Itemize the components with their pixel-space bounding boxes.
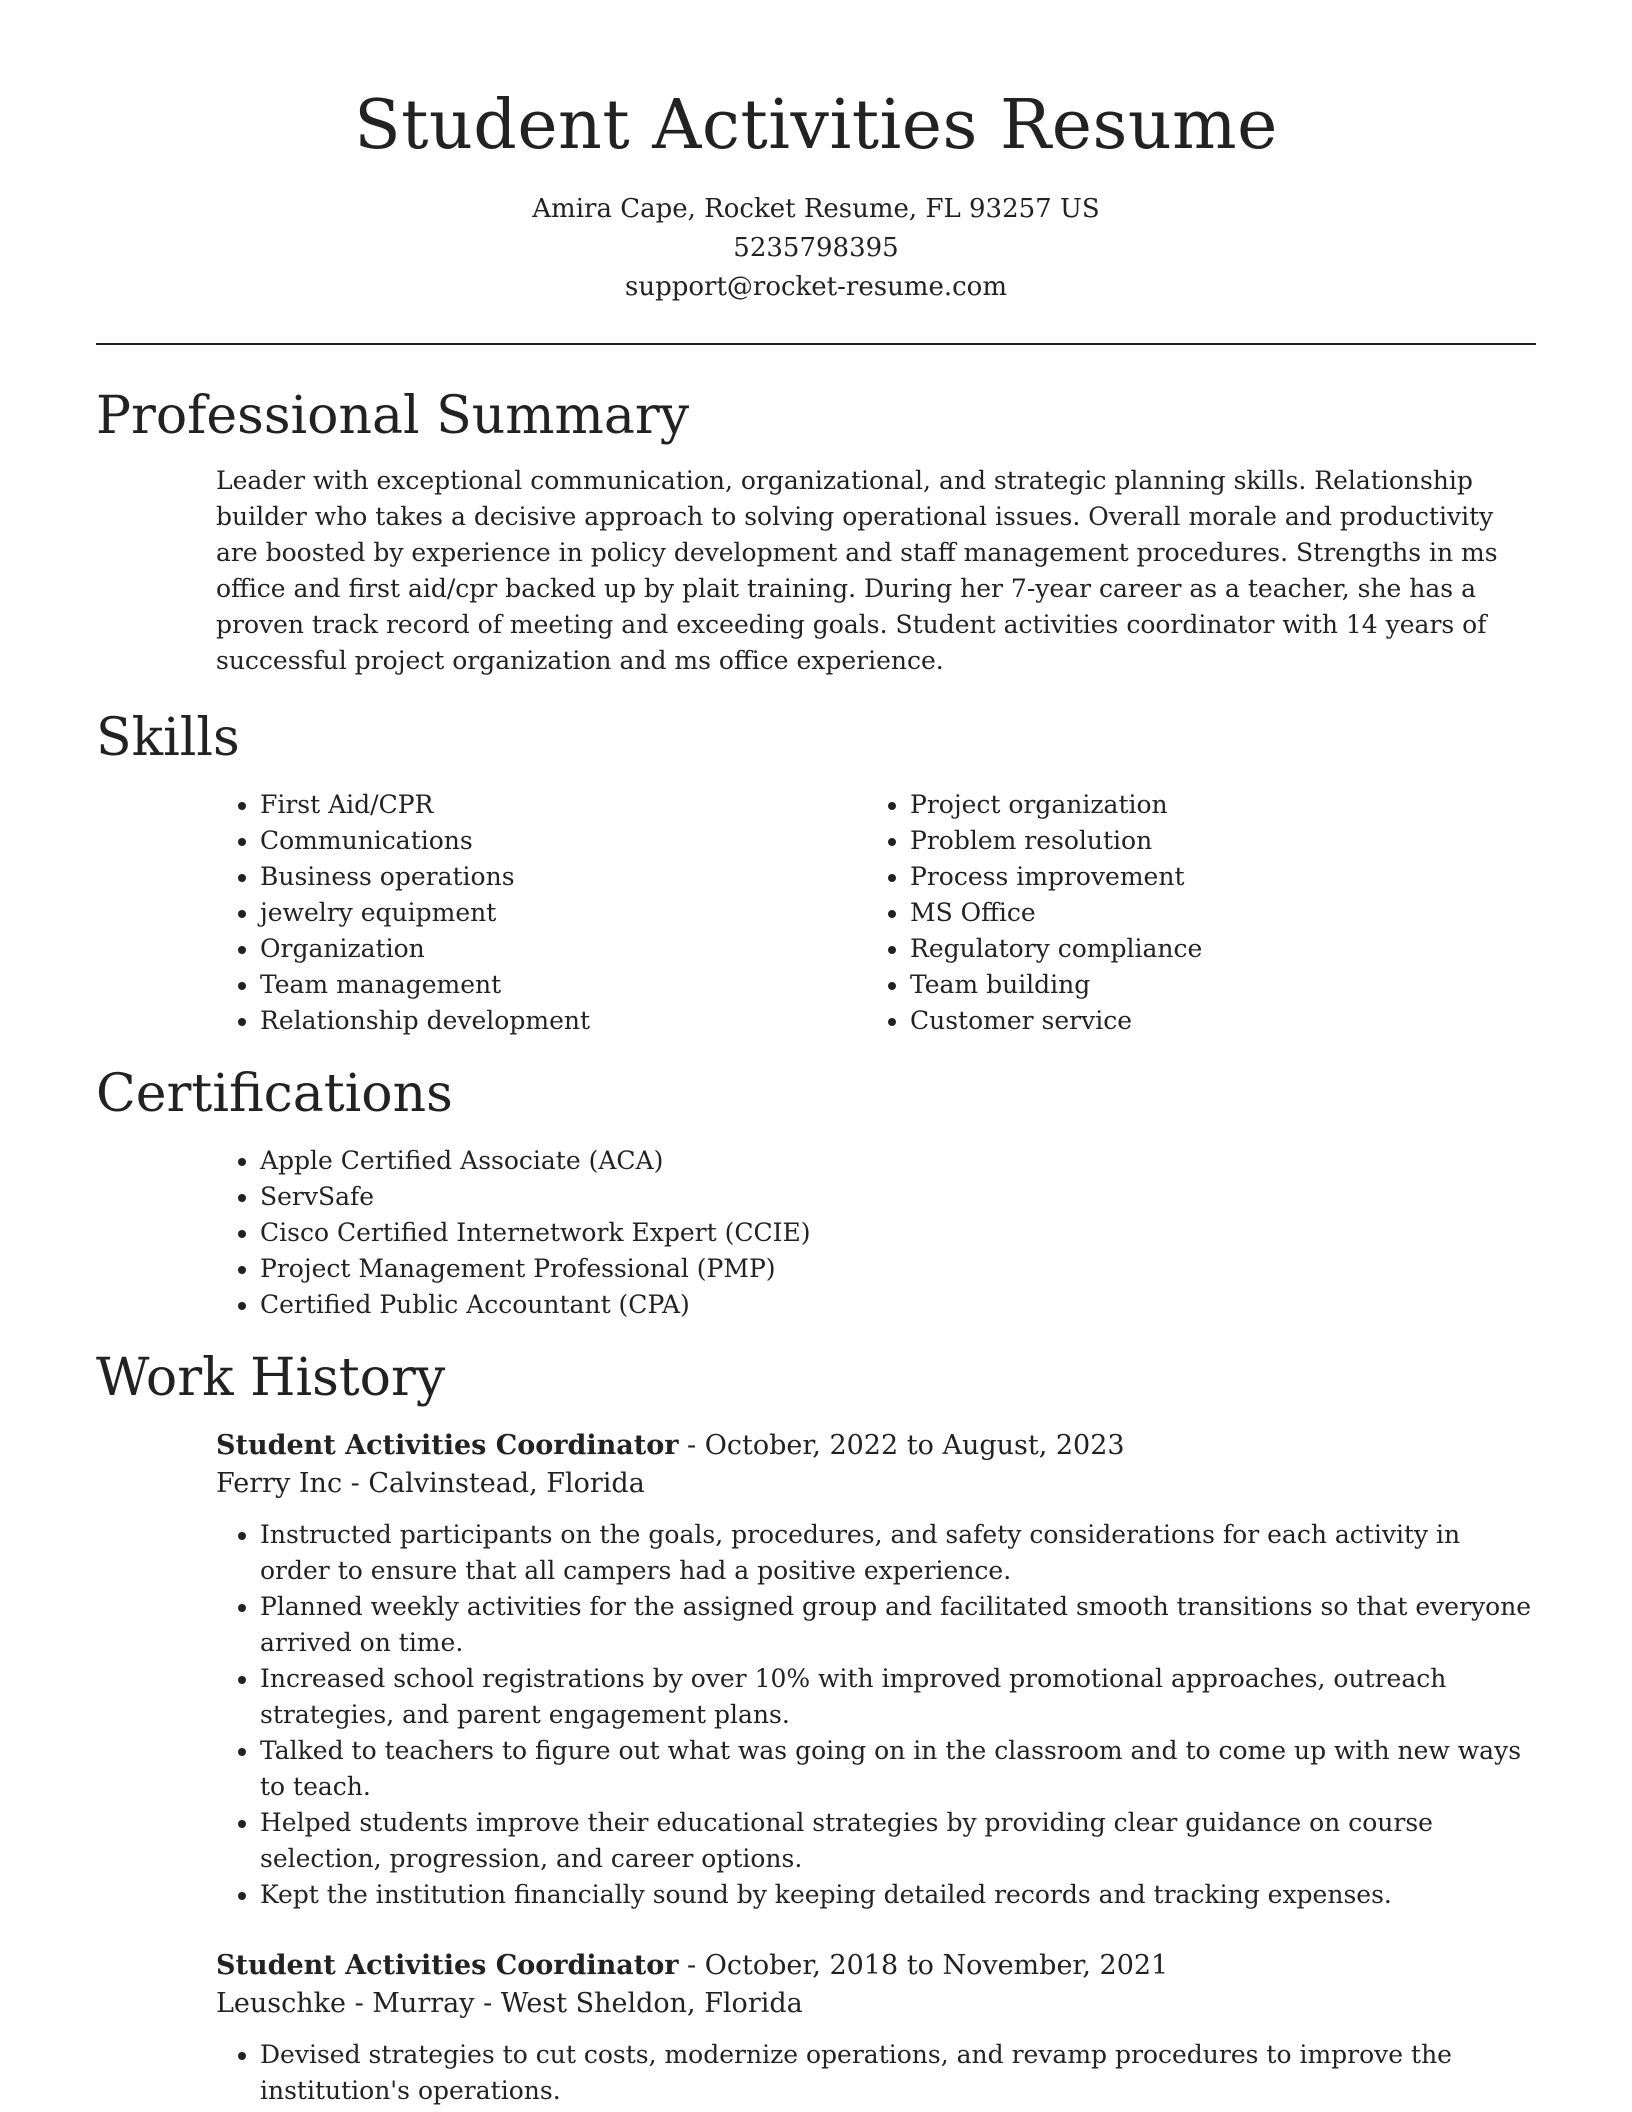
certification-item: • ServSafe [260,1179,1536,1215]
skill-item: • Customer service [910,1003,1516,1039]
job-bullets [216,1517,1536,1913]
skill-item: • Project organization [910,787,1516,823]
job-dates: - October, 2022 to August, 2023 [678,1430,1125,1461]
contact-address: Amira Cape, Rocket Resume, FL 93257 US [532,194,1100,224]
resume-page [96,0,1536,2109]
certifications-list [216,1143,1536,1323]
job-company: Ferry Inc - Calvinstead, Florida [216,1468,645,1499]
resume-title: Student Activities Resume [354,86,1278,165]
skill-item: • Process improvement [910,859,1516,895]
certification-item: • Project Management Professional (PMP) [260,1251,1536,1287]
skills-list-left [216,787,866,1039]
job-bullet: • Instructed participants on the goals, procedures, and safety considerations for each activity in order to ensure that all campers had a positive experience. [260,1517,1536,1589]
skills-heading: Skills [96,708,240,768]
job-company: Leuschke - Murray - West Sheldon, Florida [216,1988,803,2019]
certification-item: • Cisco Certified Internetwork Expert (CCIE) [260,1215,1536,1251]
job-bullets [216,2037,1536,2109]
job-bullet: • Devised strategies to cut costs, modernize operations, and revamp procedures to improve the institution's operations. [260,2037,1536,2109]
certification-item: • Certified Public Accountant (CPA) [260,1287,1536,1323]
skill-item: • Relationship development [260,1003,866,1039]
job-title-line [216,1427,1536,1465]
skill-item: • jewelry equipment [260,895,866,931]
job-entry [216,1947,1536,2109]
skill-item: • MS Office [910,895,1516,931]
contact-email: support@rocket-resume.com [624,272,1007,302]
summary-text: Leader with exceptional communication, organizational, and strategic planning skills. Relationship builder who takes a decisive approach to solving operational issues. Overall morale and productivity are boosted by experience in policy development and staff management procedures. Strengths in ms office and first aid/cpr backed up by plait training. During her 7-year career as a teacher, she has a proven track record of meeting and exceeding goals. Student activities coordinator with 14 years of successful project organization and ms office experience. [216,466,1498,675]
skills-list-right [866,787,1516,1039]
skill-item: • Organization [260,931,866,967]
job-role: Student Activities Coordinator [216,1950,679,1981]
job-entry [216,1427,1536,1913]
skill-item: • Business operations [260,859,866,895]
job-title-line [216,1947,1536,1985]
skill-item: • Problem resolution [910,823,1516,859]
work-history-heading: Work History [96,1348,446,1408]
summary-heading: Professional Summary [96,386,690,446]
job-role: Student Activities Coordinator [216,1430,679,1461]
contact-phone: 5235798395 [733,233,899,263]
job-bullet: • Planned weekly activities for the assigned group and facilitated smooth transitions so that everyone arrived on time. [260,1589,1536,1661]
job-bullet: • Increased school registrations by over 10% with improved promotional approaches, outreach strategies, and parent engagement plans. [260,1661,1536,1733]
job-bullet: • Talked to teachers to figure out what was going on in the classroom and to come up with new ways to teach. [260,1733,1536,1805]
skill-item: • Team building [910,967,1516,1003]
job-bullet: • Kept the institution financially sound by keeping detailed records and tracking expenses. [260,1877,1536,1913]
skill-item: • Communications [260,823,866,859]
skill-item: • Team management [260,967,866,1003]
contact-block [96,190,1536,307]
skill-item: • Regulatory compliance [910,931,1516,967]
certifications-heading: Certifications [96,1064,453,1124]
job-dates: - October, 2018 to November, 2021 [678,1950,1169,1981]
skill-item: • First Aid/CPR [260,787,866,823]
job-bullet: • Helped students improve their educational strategies by providing clear guidance on course selection, progression, and career options. [260,1805,1536,1877]
header-divider [96,343,1536,345]
certification-item: • Apple Certified Associate (ACA) [260,1143,1536,1179]
skills-columns [216,787,1536,1039]
